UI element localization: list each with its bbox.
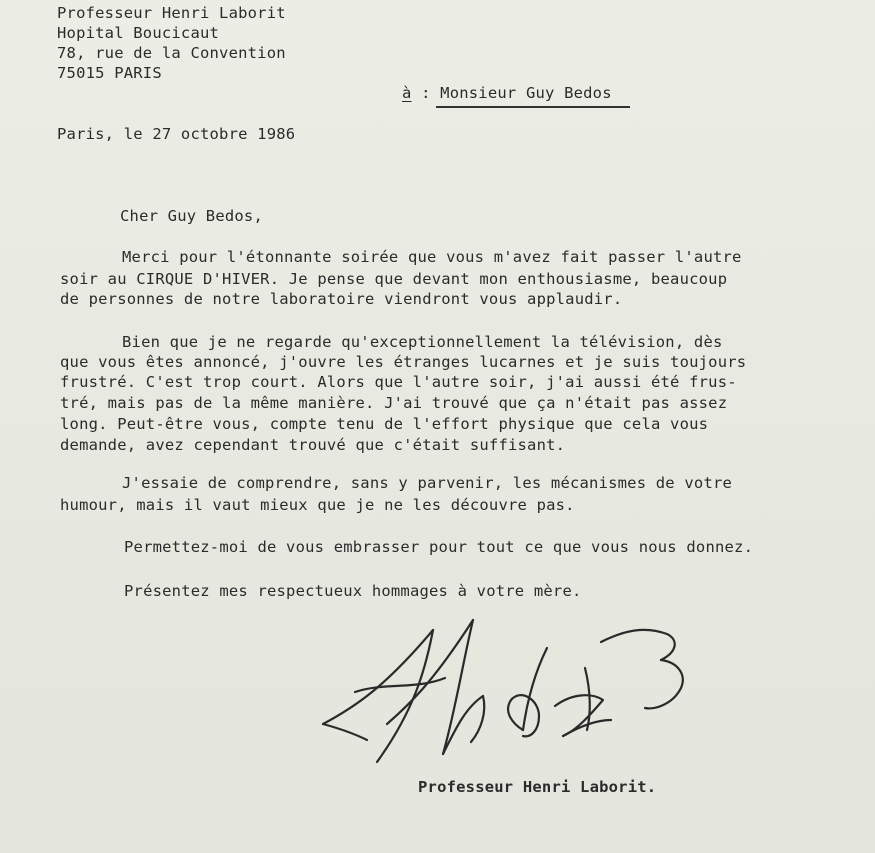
sender-street: 78, rue de la Convention <box>57 44 286 62</box>
paragraph-2-line-5: long. Peut-être vous, compte tenu de l'effort physique que cela vous <box>60 415 709 433</box>
paragraph-2-line-6: demande, avez cependant trouvé que c'était suffisant. <box>60 436 566 454</box>
recipient-line <box>402 84 612 102</box>
paragraph-1-line-1: Merci pour l'étonnante soirée que vous m'avez fait passer l'autre <box>122 248 742 266</box>
paragraph-1-line-2: soir au CIRQUE D'HIVER. Je pense que devant mon enthousiasme, beaucoup <box>60 270 728 288</box>
paragraph-2-line-1: Bien que je ne regarde qu'exceptionnellement la télévision, dès <box>122 333 723 351</box>
sender-name: Professeur Henri Laborit <box>57 4 286 22</box>
paragraph-3-line-1: J'essaie de comprendre, sans y parvenir, les mécanismes de votre <box>122 474 733 492</box>
paragraph-2-line-2: que vous êtes annoncé, j'ouvre les étranges lucarnes et je suis toujours <box>60 353 747 371</box>
recipient-underline <box>436 106 630 108</box>
paragraph-2-line-3: frustré. C'est trop court. Alors que l'autre soir, j'ai aussi été frus- <box>60 373 737 391</box>
paragraph-4-line-1: Permettez-moi de vous embrasser pour tout ce que vous nous donnez. <box>124 538 754 556</box>
salutation: Cher Guy Bedos, <box>120 207 263 225</box>
paragraph-3-line-2: humour, mais il vaut mieux que je ne les découvre pas. <box>60 496 575 514</box>
handwritten-signature <box>315 612 715 782</box>
date-line: Paris, le 27 octobre 1986 <box>57 125 296 143</box>
recipient-name: Monsieur Guy Bedos <box>440 84 612 102</box>
sender-hospital: Hopital Boucicaut <box>57 24 220 42</box>
signer-name: Professeur Henri Laborit. <box>418 778 657 796</box>
recipient-separator: : <box>411 84 441 102</box>
paragraph-2-line-4: tré, mais pas de la même manière. J'ai trouvé que ça n'était pas assez <box>60 394 728 412</box>
paragraph-5-line-1: Présentez mes respectueux hommages à votre mère. <box>124 582 582 600</box>
paragraph-1-line-3: de personnes de notre laboratoire viendront vous applaudir. <box>60 290 623 308</box>
sender-city: 75015 PARIS <box>57 64 162 82</box>
recipient-prefix: à <box>402 84 412 102</box>
